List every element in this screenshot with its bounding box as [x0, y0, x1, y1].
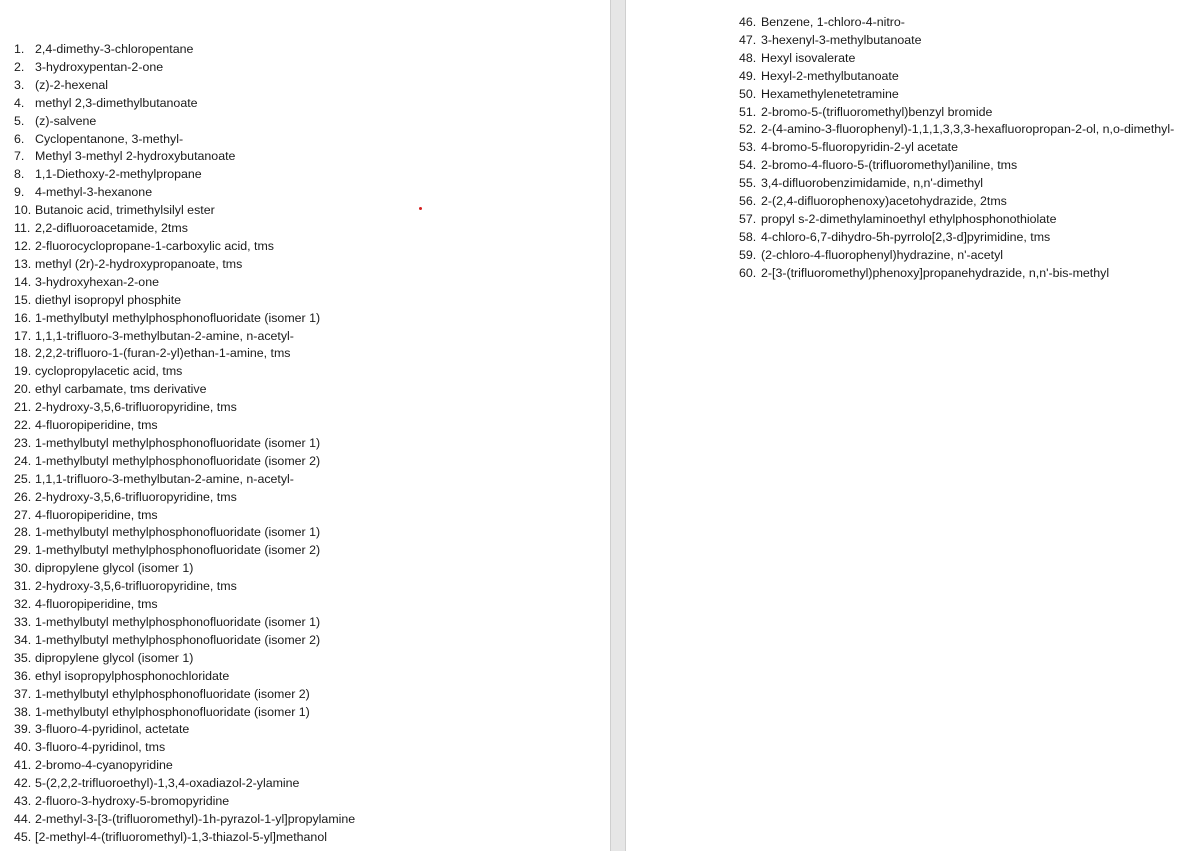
list-item[interactable]: 14. 3-hydroxyhexan-2-one	[14, 274, 159, 289]
list-item[interactable]: 47. 3-hexenyl-3-methylbutanoate	[739, 32, 922, 47]
list-item[interactable]: 56. 2-(2,4-difluorophenoxy)acetohydrazide, 2tms	[739, 194, 1007, 209]
list-item[interactable]: 53. 4-bromo-5-fluoropyridin-2-yl acetate	[739, 140, 958, 155]
list-item[interactable]: 59. (2-chloro-4-fluorophenyl)hydrazine, n'-acetyl	[739, 247, 1004, 262]
list-item[interactable]: 55. 3,4-difluorobenzimidamide, n,n'-dimethyl	[739, 176, 984, 191]
list-item[interactable]: 42. 5-(2,2,2-trifluoroethyl)-1,3,4-oxadiazol-2-ylamine	[14, 776, 300, 791]
list-item[interactable]: 52. 2-(4-amino-3-fluorophenyl)-1,1,1,3,3,3-hexafluoropropan-2-ol, n,o-dimethyl-	[739, 122, 1175, 137]
document-page-right	[626, 0, 1200, 851]
list-item[interactable]: 8. 1,1-Diethoxy-2-methylpropane	[14, 167, 202, 182]
list-item[interactable]: 25. 1,1,1-trifluoro-3-methylbutan-2-amine, n-acetyl-	[14, 471, 294, 486]
list-item[interactable]: 46. Benzene, 1-chloro-4-nitro-	[739, 15, 905, 29]
list-item[interactable]: 6. Cyclopentanone, 3-methyl-	[14, 131, 184, 146]
list-item[interactable]: 9. 4-methyl-3-hexanone	[14, 185, 153, 200]
list-item[interactable]: 12. 2-fluorocyclopropane-1-carboxylic acid, tms	[14, 238, 274, 253]
list-item[interactable]: 29. 1-methylbutyl methylphosphonofluoridate (isomer 2)	[14, 543, 321, 558]
list-item[interactable]: 36. ethyl isopropylphosphonochloridate	[14, 668, 230, 683]
page-gutter	[610, 0, 626, 851]
list-item[interactable]: 43. 2-fluoro-3-hydroxy-5-bromopyridine	[14, 794, 230, 809]
list-item[interactable]: 38. 1-methylbutyl ethylphosphonofluoridate (isomer 1)	[14, 704, 310, 719]
list-item[interactable]: 20. ethyl carbamate, tms derivative	[14, 382, 207, 397]
list-item[interactable]: 21. 2-hydroxy-3,5,6-trifluoropyridine, tms	[14, 400, 237, 415]
list-item[interactable]: 3. (z)-2-hexenal	[14, 77, 108, 92]
list-item[interactable]: 15. diethyl isopropyl phosphite	[14, 292, 182, 307]
list-item[interactable]: 39. 3-fluoro-4-pyridinol, actetate	[14, 722, 190, 737]
list-item[interactable]: 2. 3-hydroxypentan-2-one	[14, 59, 164, 74]
list-item[interactable]: 32. 4-fluoropiperidine, tms	[14, 597, 158, 612]
list-item[interactable]: 22. 4-fluoropiperidine, tms	[14, 418, 158, 433]
list-item[interactable]: 49. Hexyl-2-methylbutanoate	[739, 68, 899, 83]
list-item[interactable]: 35. dipropylene glycol (isomer 1)	[14, 650, 194, 665]
list-item[interactable]: 16. 1-methylbutyl methylphosphonofluoridate (isomer 1)	[14, 310, 321, 325]
red-dot-marker	[419, 207, 422, 210]
list-item[interactable]: 11. 2,2-difluoroacetamide, 2tms	[14, 221, 188, 236]
list-item[interactable]: 54. 2-bromo-4-fluoro-5-(trifluoromethyl)aniline, tms	[739, 158, 1018, 173]
list-item[interactable]: 34. 1-methylbutyl methylphosphonofluoridate (isomer 2)	[14, 632, 321, 647]
compound-list-left	[14, 41, 355, 847]
list-item[interactable]: 37. 1-methylbutyl ethylphosphonofluoridate (isomer 2)	[14, 686, 310, 701]
list-item[interactable]: 51. 2-bromo-5-(trifluoromethyl)benzyl bromide	[739, 104, 993, 119]
list-item[interactable]: 41. 2-bromo-4-cyanopyridine	[14, 758, 173, 773]
list-item[interactable]: 28. 1-methylbutyl methylphosphonofluoridate (isomer 1)	[14, 525, 321, 540]
list-item[interactable]: 57. propyl s-2-dimethylaminoethyl ethylphosphonothiolate	[739, 211, 1057, 226]
list-item[interactable]: 33. 1-methylbutyl methylphosphonofluoridate (isomer 1)	[14, 615, 321, 629]
list-item[interactable]: 7. Methyl 3-methyl 2-hydroxybutanoate	[14, 149, 236, 164]
list-item[interactable]: 48. Hexyl isovalerate	[739, 50, 856, 65]
list-item[interactable]: 44. 2-methyl-3-[3-(trifluoromethyl)-1h-pyrazol-1-yl]propylamine	[14, 811, 356, 826]
list-item[interactable]: 26. 2-hydroxy-3,5,6-trifluoropyridine, tms	[14, 489, 237, 504]
list-item[interactable]: 60. 2-[3-(trifluoromethyl)phenoxy]propanehydrazide, n,n'-bis-methyl	[739, 265, 1110, 280]
list-item[interactable]: 4. methyl 2,3-dimethylbutanoate	[14, 95, 198, 110]
list-item[interactable]: 27. 4-fluoropiperidine, tms	[14, 507, 158, 522]
list-item[interactable]: 24. 1-methylbutyl methylphosphonofluoridate (isomer 2)	[14, 453, 321, 468]
list-item[interactable]: 13. methyl (2r)-2-hydroxypropanoate, tms	[14, 256, 243, 271]
list-item[interactable]: 10. Butanoic acid, trimethylsilyl ester	[14, 203, 215, 218]
list-item[interactable]: 23. 1-methylbutyl methylphosphonofluoridate (isomer 1)	[14, 435, 321, 450]
list-item[interactable]: 5. (z)-salvene	[14, 113, 97, 128]
list-item[interactable]: 40. 3-fluoro-4-pyridinol, tms	[14, 740, 166, 755]
compound-list-right	[739, 14, 1189, 283]
list-item[interactable]: 19. cyclopropylacetic acid, tms	[14, 364, 183, 379]
list-item[interactable]: 58. 4-chloro-6,7-dihydro-5h-pyrrolo[2,3-d]pyrimidine, tms	[739, 229, 1051, 244]
list-item[interactable]: 50. Hexamethylenetetramine	[739, 86, 899, 101]
list-item[interactable]: 45. [2-methyl-4-(trifluoromethyl)-1,3-thiazol-5-yl]methanol	[14, 829, 327, 844]
list-item[interactable]: 31. 2-hydroxy-3,5,6-trifluoropyridine, tms	[14, 579, 237, 594]
list-item[interactable]: 30. dipropylene glycol (isomer 1)	[14, 561, 194, 576]
list-item[interactable]: 1. 2,4-dimethy-3-chloropentane	[14, 42, 194, 56]
list-item[interactable]: 17. 1,1,1-trifluoro-3-methylbutan-2-amine, n-acetyl-	[14, 328, 294, 343]
list-item[interactable]: 18. 2,2,2-trifluoro-1-(furan-2-yl)ethan-1-amine, tms	[14, 346, 291, 361]
